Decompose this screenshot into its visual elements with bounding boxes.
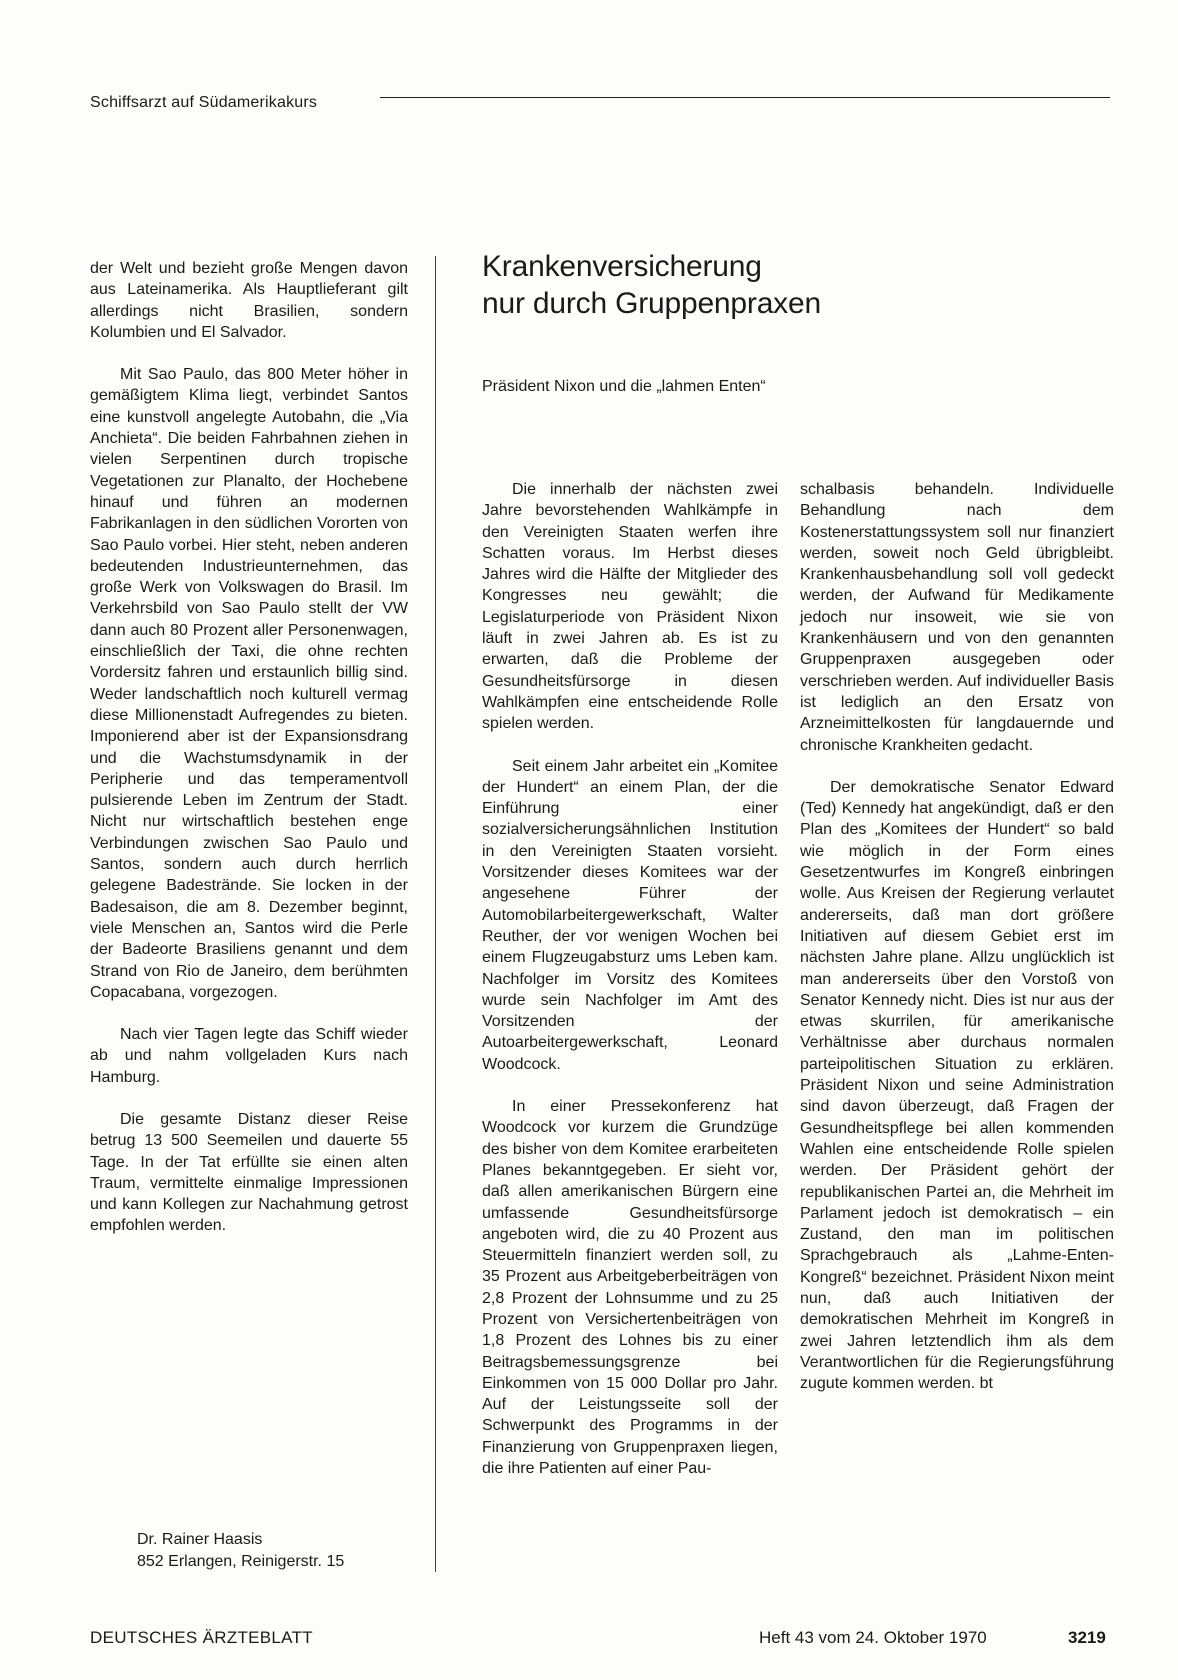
headline-line-1: Krankenversicherung [482, 250, 762, 283]
middle-paragraph: Die innerhalb der nächsten zwei Jahre bevorstehenden Wahlkämpfe in den Vereinigten Staaten werfen ihre Schatten voraus. Im Herbst dieses Jahres wird die Hälfte der Mitglieder des Kongresses neu gewählt; die Legislaturperiode von Präsident Nixon läuft in zwei Jahren ab. Es ist zu erwarten, daß die Probleme der Gesundheitsfürsorge in diesen Wahlkämpfen eine entscheidende Rolle spielen werden. [482, 481, 778, 733]
running-header-title: Schiffsarzt auf Südamerikakurs [90, 94, 318, 111]
author-signature [137, 1529, 344, 1573]
left-paragraph: Mit Sao Paulo, das 800 Meter höher in gemäßigtem Klima liegt, verbindet Santos eine kunstvoll angelegte Autobahn, die „Via Anchieta“. Die beiden Fahrbahnen ziehen in vielen Serpentinen durch tropische Vegetationen zur Planalto, der Hochebene hinauf und führen an modernen Fabrikanlagen in den südlichen Vororten von Sao Paulo vorbei. Hier steht, neben anderen bedeutenden Industrieunternehmen, das große Werk von Volkswagen do Brasil. Im Verkehrsbild von Sao Paulo stellt der VW dann auch 80 Prozent aller Personenwagen, einschließlich der Taxi, die ohne rechten Vordersitz fahren und erstaunlich billig sind. Weder landschaftlich noch kulturell vermag diese Millionenstadt Aufregendes zu bieten. Imponierend aber ist der Expansionsdrang und die Wachstumsdynamik in der Peripherie und das temperamentvoll pulsierende Leben im Zentrum der Stadt. Nicht nur wirtschaftlich bestehen enge Verbindungen zwischen Sao Paulo und Santos, sondern auch durch herrlich gelegene Badestrände. Sie locken in der Badesaison, die am 8. Dezember beginnt, viele Menschen an, Santos wird die Perle der Badeorte Brasiliens genannt und dem Strand von Rio de Janeiro, dem berühmten Copacabana, vorgezogen. [90, 366, 408, 1001]
left-paragraph: der Welt und bezieht große Mengen davon aus Lateinamerika. Als Hauptlieferant gilt allerdings nicht Brasilien, sondern Kolumbien und El Salvador. [90, 260, 408, 341]
headline-line-2: nur durch Gruppenpraxen [482, 287, 821, 320]
column-divider [435, 256, 436, 1572]
article-subheadline: Präsident Nixon und die „lahmen Enten“ [482, 378, 766, 395]
running-header [90, 94, 1110, 118]
left-column [90, 258, 408, 1258]
header-rule [380, 97, 1110, 98]
middle-column [482, 479, 778, 1500]
left-paragraph: Nach vier Tagen legte das Schiff wieder ab und nahm vollgeladen Kurs nach Hamburg. [90, 1026, 408, 1086]
right-paragraph: schalbasis behandeln. Individuelle Behandlung nach dem Kostenerstattungssystem soll nur finanziert werden, soweit noch Geld übrigbleibt. Krankenhausbehandlung soll voll gedeckt werden, der Aufwand für Medikamente jedoch nur insoweit, wie sie von Krankenhäusern und von den genannten Gruppenpraxen ausgegeben oder verschrieben werden. Auf individueller Basis ist lediglich an den Ersatz von Arzneimittelkosten für langdauernde und chronische Krankheiten gedacht. [800, 481, 1114, 754]
left-paragraph: Die gesamte Distanz dieser Reise betrug 13 500 Seemeilen und dauerte 55 Tage. In der Tat erfüllte sie einen alten Traum, vermittelte einmalige Impressionen und kann Kollegen zur Nachahmung getrost empfohlen werden. [90, 1110, 408, 1235]
middle-paragraph: In einer Pressekonferenz hat Woodcock vor kurzem die Grundzüge des bisher von dem Komitee erarbeiteten Planes bekanntgegeben. Er sieht vor, daß allen amerikanischen Bürgern eine umfassende Gesundheitsfürsorge angeboten wird, die zu 40 Prozent aus Steuermitteln finanziert werden soll, zu 35 Prozent aus Arbeitgeberbeiträgen von 2,8 Prozent der Lohnsumme und zu 25 Prozent von Versichertenbeiträgen von 1,8 Prozent des Lohnes bis zu einer Beitragsbemessungsgrenze bei Einkommen von 15 000 Dollar pro Jahr. Auf der Leistungsseite soll der Schwerpunkt des Programms in der Finanzierung von Gruppenpraxen liegen, die ihre Patienten auf einer Pau- [482, 1098, 778, 1478]
author-name: Dr. Rainer Haasis [137, 1531, 263, 1548]
right-column [800, 479, 1114, 1415]
right-paragraph: Der demokratische Senator Edward (Ted) Kennedy hat angekündigt, daß er den Plan des „Komitees der Hundert“ so bald wie möglich in der Form eines Gesetzentwurfes im Kongreß einbringen wolle. Aus Kreisen der Regierung verlautet andererseits, daß man dort größere Initiativen auf diesem Gebiet erst im nächsten Jahre plane. Allzu unglücklich ist man andererseits über den Vorstoß von Senator Kennedy nicht. Dies ist nur aus der etwas skurrilen, für amerikanische Verhältnisse aber durchaus normalen parteipolitischen Situation zu erklären. Präsident Nixon und seine Administration sind davon überzeugt, daß Fragen der Gesundheitspflege bei allen kommenden Wahlen eine entscheidende Rolle spielen werden. Der Präsident gehört der republikanischen Partei an, die Mehrheit im Parlament jedoch ist demokratisch – ein Zustand, den man im politischen Sprachgebrauch als „Lahme-Enten-Kongreß“ bezeichnet. Präsident Nixon meint nun, daß auch Initiativen der demokratischen Mehrheit im Kongreß in zwei Jahren letztendlich ihm als dem Verantwortlichen für die Regierungsführung zugute kommen werden. bt [800, 778, 1114, 1393]
journal-name: DEUTSCHES ÄRZTEBLATT [90, 1628, 313, 1647]
author-address: 852 Erlangen, Reinigerstr. 15 [137, 1553, 345, 1570]
issue-info: Heft 43 vom 24. Oktober 1970 [759, 1628, 987, 1647]
page-number: 3219 [1068, 1628, 1106, 1647]
middle-paragraph: Seit einem Jahr arbeitet ein „Komitee der Hundert“ an einem Plan, der die Einführung einer sozialversicherungsähnlichen Institution in den Vereinigten Staaten vorsieht. Vorsitzender dieses Komitees war der angesehene Führer der Automobilarbeitergewerkschaft, Walter Reuther, der vor wenigen Wochen bei einem Flugzeugabsturz ums Leben kam. Nachfolger im Vorsitz des Komitees wurde sein Nachfolger im Amt des Vorsitzenden der Autoarbeitergewerkschaft, Leonard Woodcock. [482, 757, 778, 1073]
article-headline [482, 248, 1102, 322]
